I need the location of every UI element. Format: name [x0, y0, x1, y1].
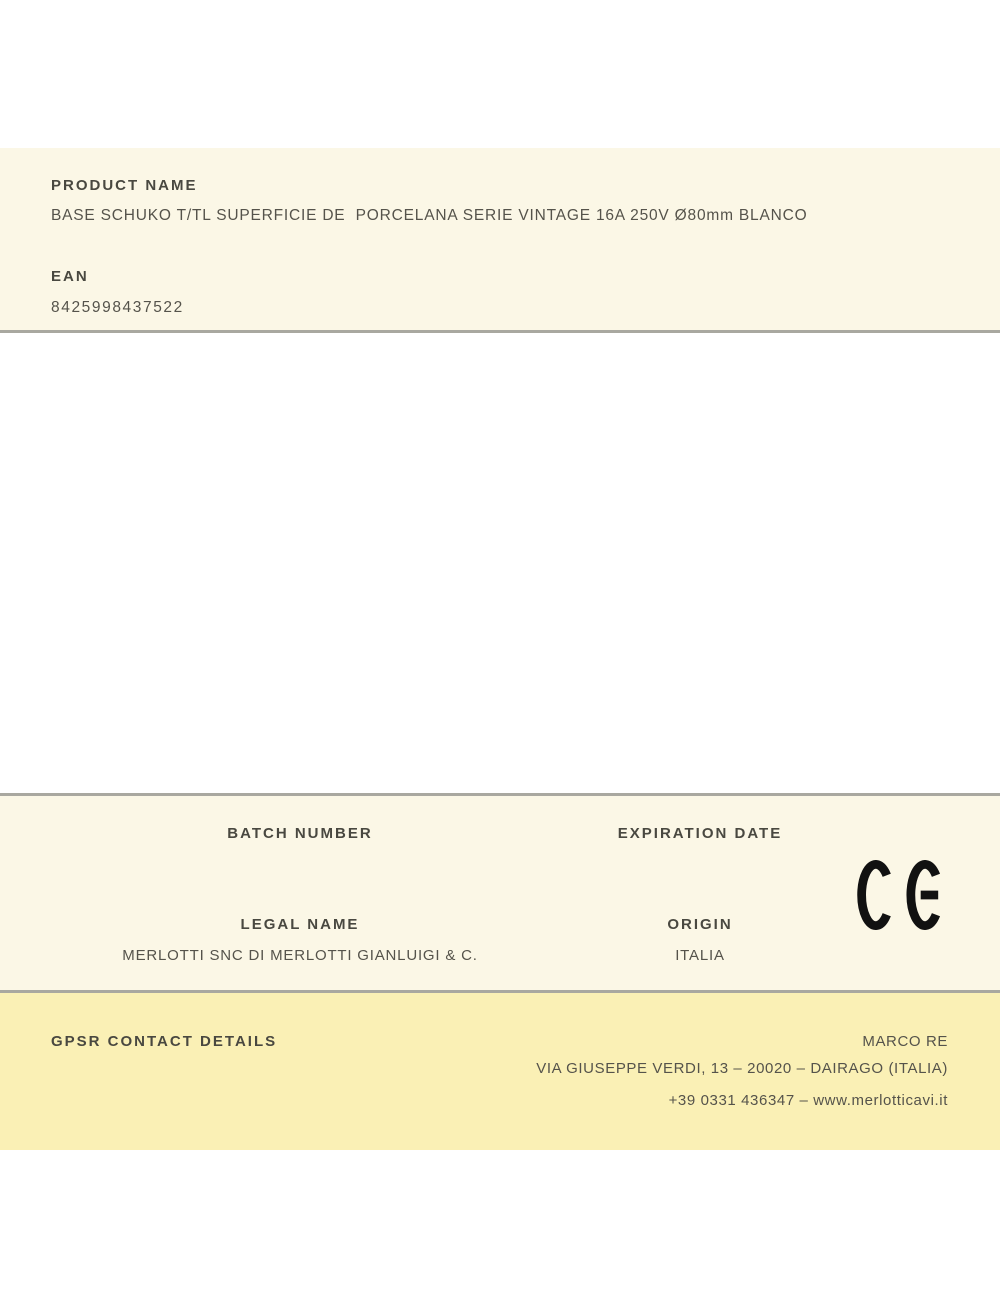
contact-name: MARCO RE: [862, 1033, 948, 1050]
expiration-date-label: EXPIRATION DATE: [617, 825, 783, 842]
product-info-panel: [0, 148, 1000, 333]
contact-phone-website: +39 0331 436347 – www.merlotticavi.it: [668, 1092, 948, 1109]
gpsr-contact-label: GPSR CONTACT DETAILS: [51, 1033, 278, 1050]
origin-label: ORIGIN: [667, 916, 733, 933]
product-name-value: BASE SCHUKO T/TL SUPERFICIE DE PORCELANA SERIE VINTAGE 16A 250V Ø80mm BLANCO: [51, 207, 808, 224]
origin-value: ITALIA: [675, 947, 725, 964]
batch-number-label: BATCH NUMBER: [227, 825, 373, 842]
traceability-panel: [0, 793, 1000, 993]
product-name-label: PRODUCT NAME: [51, 177, 198, 194]
gpsr-contact-lines: [536, 1034, 948, 1109]
ce-marking-icon: [857, 860, 945, 930]
gpsr-contact-panel: [0, 993, 1000, 1150]
legal-name-value: MERLOTTI SNC DI MERLOTTI GIANLUIGI & C.: [122, 947, 478, 964]
ean-label: EAN: [51, 268, 89, 285]
contact-address: VIA GIUSEPPE VERDI, 13 – 20020 – DAIRAGO (ITALIA): [536, 1060, 948, 1077]
legal-name-label: LEGAL NAME: [240, 916, 360, 933]
ean-value: 8425998437522: [51, 299, 184, 316]
